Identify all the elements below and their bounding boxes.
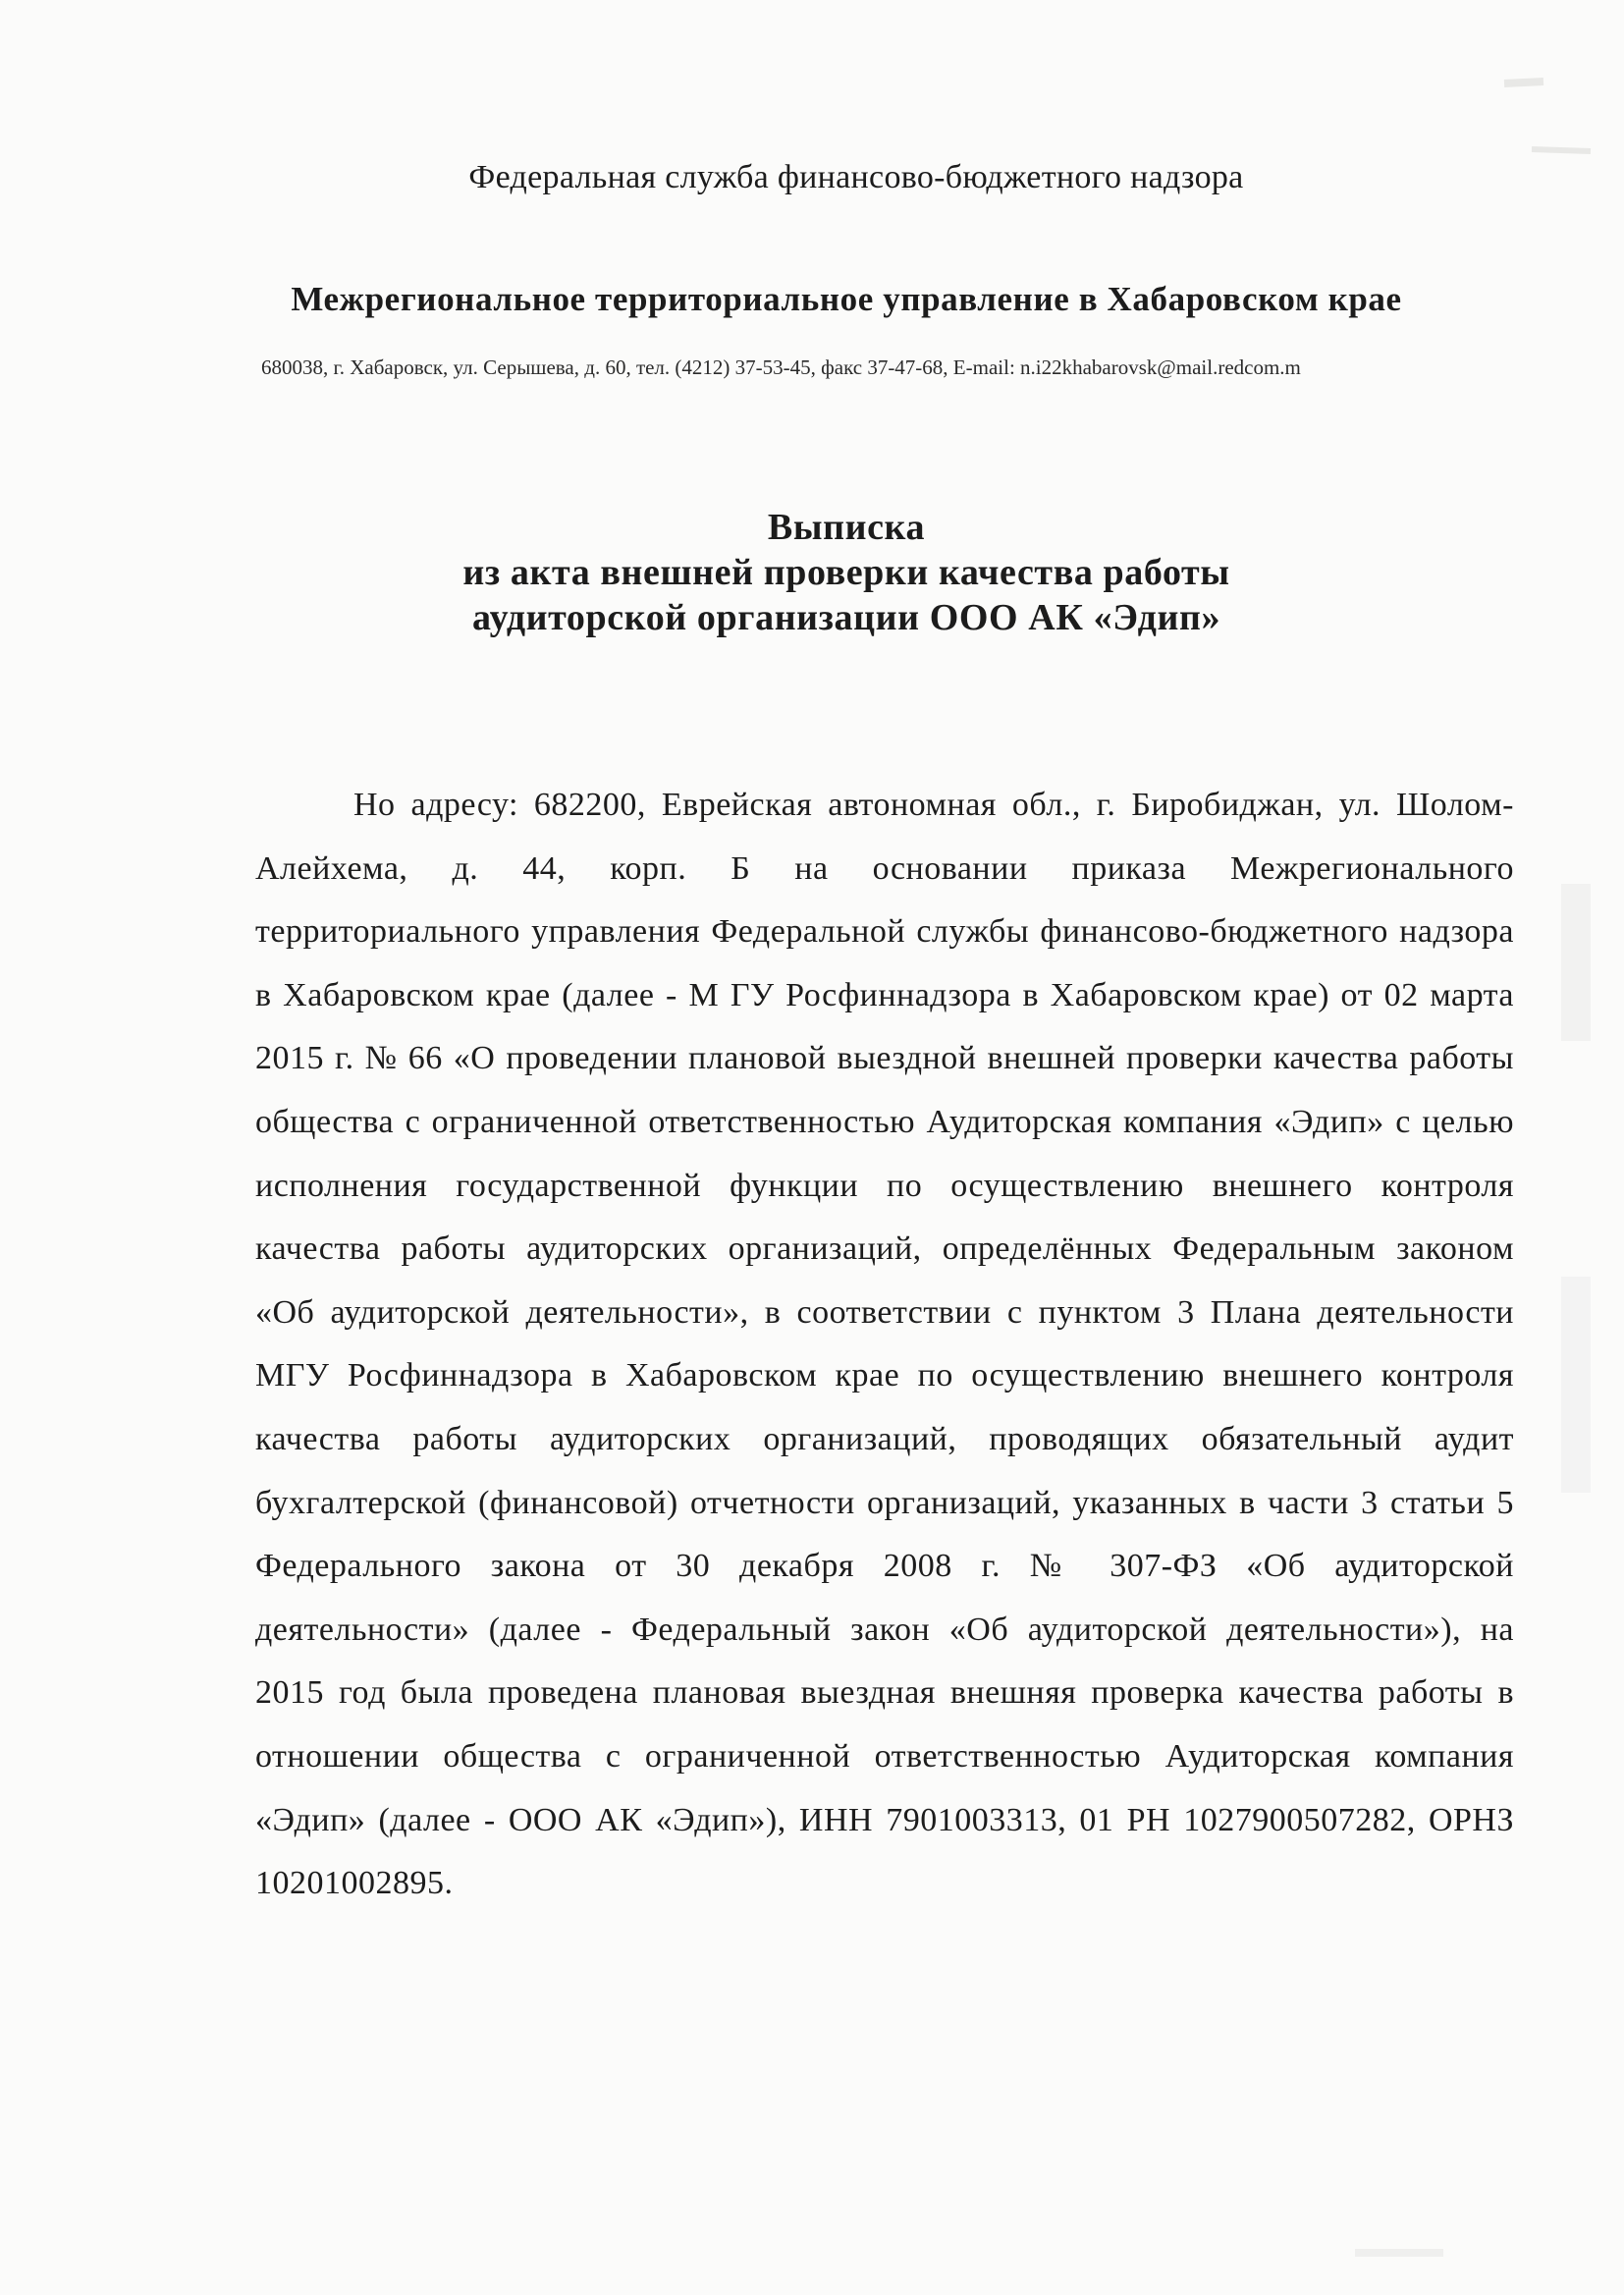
scan-artifact <box>1561 884 1591 1041</box>
department-contacts: 680038, г. Хабаровск, ул. Серышева, д. 60, тел. (4212) 37-53-45, факс 37-47-68, E-mail: n.i22khabarovsk@mail.redcom.m <box>261 355 1301 379</box>
scan-artifact <box>1561 1277 1591 1493</box>
scan-artifact <box>1355 2249 1443 2257</box>
title-line-1: Выписка <box>767 507 926 548</box>
body-paragraph: Но адресу: 682200, Еврейская автономная обл., г. Биробиджан, ул. Шолом-Алейхема, д. 44, корп. Б на основании приказа Межрегионального территориального управления Федеральной службы финансово-бюджетного надзора в Хабаровском крае (далее - М ГУ Росфиннадзора в Хабаровском крае) от 02 марта 2015 г. № 66 «О проведении плановой выездной внешней проверки качества работы общества с ограниченной ответственностью Аудиторская компания «Эдип» с целью исполнения государственной функции по осуществлению внешнего контроля качества работы аудиторских организаций, определённых Федеральным законом «Об аудиторской деятельности», в соответствии с пунктом 3 Плана деятельности МГУ Росфиннадзора в Хабаровском крае по осуществлению внешнего контроля качества работы аудиторских организаций, проводящих обязательный аудит бухгалтерской (финансовой) отчетности организаций, указанных в части 3 статьи 5 Федерального закона от 30 декабря 2008 г. № 307-ФЗ «Об аудиторской деятельности» (далее - Федеральный закон «Об аудиторской деятельности»), на 2015 год была проведена плановая выездная внешняя проверка качества работы в отношении общества с ограниченной ответственностью Аудиторская компания «Эдип» (далее - ООО АК «Эдип»), ИНН 7901003313, 01 РН 1027900507282, ОРНЗ 10201002895. <box>255 787 1514 1902</box>
scan-artifact <box>1504 78 1543 87</box>
document-title <box>0 505 1624 640</box>
department-name: Межрегиональное территориальное управление в Хабаровском крае <box>291 280 1402 318</box>
agency-name: Федеральная служба финансово-бюджетного надзора <box>468 159 1244 195</box>
title-line-3: аудиторской организации ООО АК «Эдип» <box>471 597 1221 638</box>
scan-artifact <box>1532 146 1591 154</box>
title-line-2: из акта внешней проверки качества работы <box>462 552 1230 593</box>
